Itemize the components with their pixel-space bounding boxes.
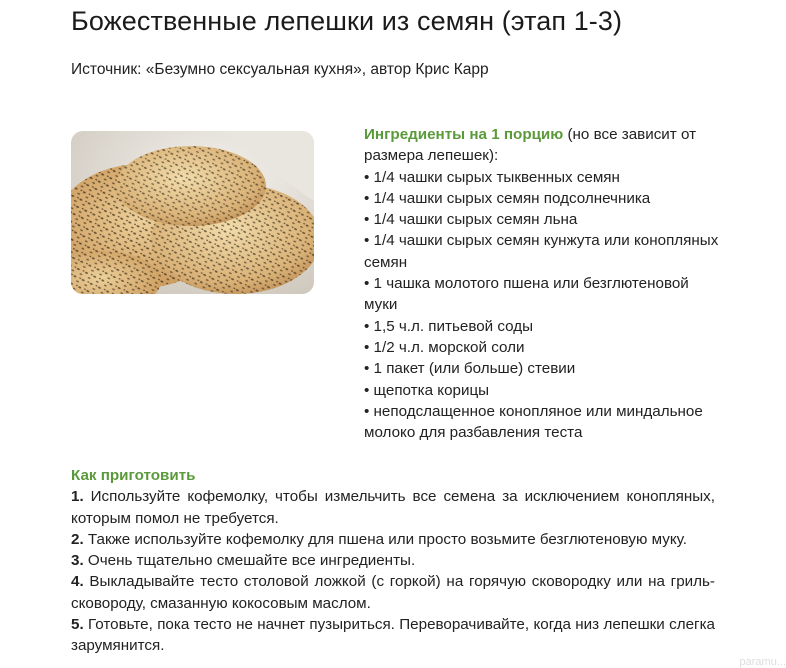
ingredient-item: • 1 чашка молотого пшена или безглютеновой муки bbox=[364, 273, 724, 316]
ingredient-item: • 1/2 ч.л. морской соли bbox=[364, 337, 724, 358]
step-item bbox=[71, 550, 715, 571]
method-section bbox=[71, 465, 715, 657]
method-heading: Как приготовить bbox=[71, 467, 196, 484]
step-item bbox=[71, 614, 715, 657]
corner-watermark: paramu... bbox=[739, 656, 786, 668]
step-number: 2. bbox=[71, 530, 84, 548]
step-text: Также используйте кофемолку для пшена или просто возьмите безглютеновую муку. bbox=[87, 530, 687, 548]
ingredients-list bbox=[364, 167, 724, 444]
step-item bbox=[71, 529, 715, 550]
page-title: Божественные лепешки из семян (этап 1-3) bbox=[71, 6, 623, 36]
step-item bbox=[71, 571, 715, 614]
ingredients-section bbox=[364, 124, 724, 443]
step-text: Готовьте, пока тесто не начнет пузыриться. Переворачивайте, когда низ лепешки слегка зарумянится. bbox=[71, 616, 715, 655]
step-text: Выкладывайте тесто столовой ложкой (с горкой) на горячую сковородку или на гриль-сковороду, смазанную кокосовым маслом. bbox=[71, 573, 715, 612]
ingredients-heading: Ингредиенты на 1 порцию bbox=[364, 126, 564, 143]
step-text: Используйте кофемолку, чтобы измельчить все семена за исключением конопляных, которым помол не требуется. bbox=[71, 488, 715, 527]
ingredient-item: • 1/4 чашки сырых тыквенных семян bbox=[364, 167, 724, 188]
step-text: Очень тщательно смешайте все ингредиенты. bbox=[87, 552, 416, 570]
ingredient-item: • неподслащенное конопляное или миндальное молоко для разбавления теста bbox=[364, 401, 724, 444]
flatbread-photo bbox=[71, 131, 314, 294]
step-number: 3. bbox=[71, 552, 84, 570]
flatbread-image bbox=[71, 131, 314, 294]
ingredients-heading-line bbox=[364, 124, 724, 167]
step-number: 4. bbox=[71, 573, 84, 591]
step-number: 5. bbox=[71, 616, 84, 634]
ingredients-heading-note: (но все зависит от размера лепешек): bbox=[364, 126, 697, 165]
ingredient-item: • 1 пакет (или больше) стевии bbox=[364, 358, 724, 379]
ingredient-item: • 1,5 ч.л. питьевой соды bbox=[364, 316, 724, 337]
recipe-source: Источник: «Безумно сексуальная кухня», автор Крис Карр bbox=[71, 61, 489, 78]
ingredient-item: • 1/4 чашки сырых семян подсолнечника bbox=[364, 188, 724, 209]
steps-list bbox=[71, 486, 715, 656]
step-number: 1. bbox=[71, 488, 84, 506]
ingredient-item: • щепотка корицы bbox=[364, 380, 724, 401]
ingredient-item: • 1/4 чашки сырых семян кунжута или конопляных семян bbox=[364, 230, 724, 273]
ingredient-item: • 1/4 чашки сырых семян льна bbox=[364, 209, 724, 230]
step-item bbox=[71, 486, 715, 529]
